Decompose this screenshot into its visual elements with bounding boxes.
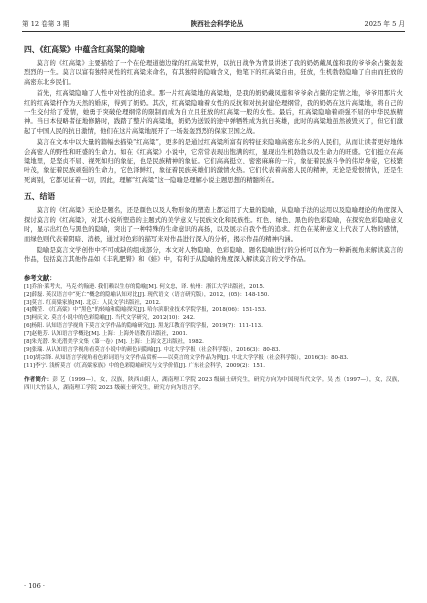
body-paragraph: 莫言在文本中以大量的篇幅去描染“红高粱”，更多的是通过红高粱所富有的特征来隐喻高密东北乡的人民们，从而让读者更好地体会高密人的野性和旺盛的生命力。如在《红高粱》小说中，它常常表现出饱满的红，显现出生机勃勃以及生命力的旺盛。它们挺立在高粱地里，是坚贞不屈、视死如归的象征，也是民族精神的象征。它们高高挺立、密密麻麻的一片，象征着民族斗争的伟岸身姿，它枝繁叶茂，象征着民族顽强的生命力，它色泽鲜红，象征着民族英雄们的激情火热。它们代表着高密人民的精神，无论是爱恨情仇，还是生死离别，它都见证着一切，因此，理解“红高粱”这一隐喻是理解小说主题思想的精髓所在。 xyxy=(24,139,403,184)
body-paragraph: 莫言的《红高粱》主要描绘了一个在伦理道德边缘的红高粱世界，以抗日战争为背景讲述了我的奶奶戴凤莲和我的爷爷余占鳌轰轰烈烈的一生。莫言以富有独特灵性的红高粱来命名，有其独特的隐喻含义，他笔下的红高粱自由，狂放，生机勃勃隐喻了自由而狂放的高密东北乡民们。 xyxy=(24,60,403,86)
reference-item: [2]薛磊. 英汉语言中“死亡”概念的隐喻认知对比[J]. 现代语文（语言研究版），2012，(05)：148-150. xyxy=(24,291,270,298)
references-title: 参考文献： xyxy=(24,274,56,282)
reference-item: [3]莫言. 红高粱家族[M]. 北京：人民文学出版社，2012. xyxy=(24,299,161,306)
running-header xyxy=(22,18,405,32)
header-volume: 第 12 卷第 3 期 xyxy=(22,20,70,28)
author-bio xyxy=(24,376,403,392)
reference-item: [11]李宁. 浅析莫言《红高粱家族》中的色彩隐喻研究与文学价值[J]. 广东社会科学，2009(2)：151. xyxy=(24,362,265,369)
page-number: · 106 · xyxy=(24,582,45,590)
reference-item: [10]胡宗锋. 从知语言学视角看色彩词语与文学作品赏析——以莫言的文学作品为例[J]. 中北大学学报（社会科学版），2016(3)：80-83. xyxy=(24,354,349,361)
body-paragraph: 首先，红高粱隐喻了人性中对性欲的追求。那一片红高粱地的高粱地，是我的奶奶戴凤莲和爷爷余占鳌的定情之地，爷爷用那片火红的红高粱杆作为天然的婚床，得到了奶奶。其次，红高粱隐喻着女性的反抗和对抗封建伦理纲常，我的奶奶在这片高粱地，将自己的一生交付给了爱情，她勇于突破伦理纲常的限制而成为自立且狂放的红高粱一般的女性。最后，红高粱隐喻着顽强不屈的中华民族精神。当日本侵略者征地修路时，践踏了整片的高粱地，奶奶为送饭的途中弹牺牲成为抗日英雄，此时的高粱地虽然被毁灭了，但它们激起了中国人民的抗日激情，他们在这片高粱地展开了一场轰轰烈烈的保家卫国之战。 xyxy=(24,90,403,135)
reference-item: [1]乔治·莱考夫，马克·约翰逊. 我们赖以生存的隐喻[M]. 何文忠，译. 杭州：浙江大学出版社，2015. xyxy=(24,283,265,290)
body-paragraph: 莫言的《红高粱》无论是题名，还是颜色以及人物形象的塑造上都运用了大量的隐喻，从隐喻手法的运用以及隐喻理论的角度深入探讨莫言的《红高粱》，对其小说所塑造的主题式的美学意义与民族文化和民族性。红色、绿色、黑色的色彩隐喻，在探究色彩隐喻意义时，显示出红色与黑色的隐喻，突出了一种特殊的生命意识的高扬，以及展示自我个性的追求。红色在某种意义上代表了人物的感情，而绿色则代表着阴暗、消极，通过对色彩的描写来对作品进行深入的分析，揭示作品的精神内涵。 xyxy=(24,207,403,243)
reference-item: [8]朱光潜. 朱光潜美学文集（第一卷）[M]. 上海：上海文艺出版社，1982. xyxy=(24,339,204,346)
reference-list xyxy=(24,273,403,371)
section-heading: 五、结语 xyxy=(24,192,56,202)
article-body xyxy=(24,38,403,392)
body-paragraph: 隐喻是莫言文学创作中不可或缺的组成部分，本文对人物隐喻、色彩隐喻、题名隐喻进行的分析可以作为一种新视角来解读莫言的作品，包括莫言其他作品如《丰乳肥臀》和《蛙》中，有利于从隐喻的角度深入解读莫言的文学作品。 xyxy=(24,246,403,264)
header-date: 2025 年 5 月 xyxy=(364,20,405,28)
reference-item: [4]魏莹. 《红高粱》中“黑色”的转喻和隐喻探究[J]. 哈尔滨职业技术学院学报，2018(06)：151-153. xyxy=(24,307,267,314)
section-heading: 四、《红高粱》中蕴含红高粱的隐喻 xyxy=(24,45,145,54)
header-journal-title: 陕西社会科学论丛 xyxy=(190,20,244,28)
reference-item: [9]张瑞. 从认知语言学视角看莫言小说中的颜色词隐喻[J]. 中北大学学报（社会科学版），2016(3)：80-83. xyxy=(24,346,281,353)
author-bio-text: 彭 艺（1999—），女，汉族，陕西山阳人，湖南理工学院 2023 级硕士研究生，研究方向为中国现当代文学。吴 杰（1997—），女，汉族，四川大竹县人，湖南理工学院 2023 级硕士研究生，研究方向为语言学。 xyxy=(24,376,403,391)
reference-item: [7]赵艳芳. 认知语言学概论[M]. 上海：上海外语教育出版社，2001. xyxy=(24,331,188,338)
reference-item: [6]杨阳. 认知语言学视角下莫言文学作品的隐喻研究[J]. 黑龙江教育学院学报，2019(7)：111-113. xyxy=(24,323,263,330)
author-bio-label: 作者简介： xyxy=(24,376,53,383)
reference-item: [5]柯庆文. 莫言小说中的色彩隐喻[J]. 当代文学研究，2012(10)：242. xyxy=(24,315,195,322)
